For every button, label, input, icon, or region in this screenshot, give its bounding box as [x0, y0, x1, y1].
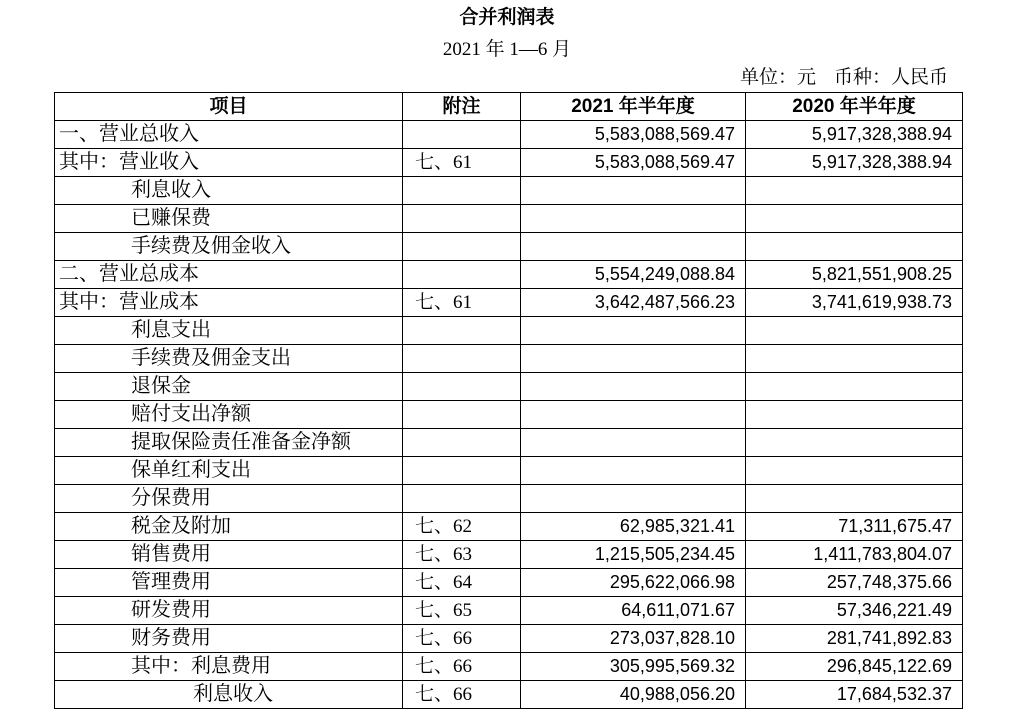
table-row [55, 429, 963, 457]
table-row [55, 653, 963, 681]
current-period-cell: 40,988,056.20 [521, 681, 746, 709]
header-note: 附注 [403, 93, 521, 121]
note-cell: 七、65 [403, 597, 521, 625]
note-cell [403, 121, 521, 149]
item-cell: 利息收入 [55, 177, 403, 205]
prior-period-cell [746, 345, 963, 373]
table-row [55, 485, 963, 513]
table-row [55, 121, 963, 149]
prior-period-cell: 5,917,328,388.94 [746, 149, 963, 177]
note-cell [403, 485, 521, 513]
note-cell: 七、62 [403, 513, 521, 541]
item-cell: 已赚保费 [55, 205, 403, 233]
note-cell [403, 317, 521, 345]
note-cell [403, 401, 521, 429]
note-cell: 七、63 [403, 541, 521, 569]
unit-note [740, 66, 948, 90]
table-row [55, 513, 963, 541]
table-row [55, 569, 963, 597]
income-statement-table [54, 92, 963, 709]
item-cell: 财务费用 [55, 625, 403, 653]
current-period-cell [521, 205, 746, 233]
header-prior-period: 2020 年半年度 [746, 93, 963, 121]
table-row [55, 261, 963, 289]
current-period-cell: 3,642,487,566.23 [521, 289, 746, 317]
table-row [55, 597, 963, 625]
item-cell: 退保金 [55, 373, 403, 401]
item-cell: 税金及附加 [55, 513, 403, 541]
item-cell: 手续费及佣金支出 [55, 345, 403, 373]
current-period-cell [521, 317, 746, 345]
item-cell: 其中：营业成本 [55, 289, 403, 317]
prior-period-cell [746, 401, 963, 429]
current-period-cell [521, 345, 746, 373]
item-cell: 利息支出 [55, 317, 403, 345]
unit-label: 单位：元 [739, 67, 816, 88]
current-period-cell [521, 457, 746, 485]
current-period-cell: 5,583,088,569.47 [521, 121, 746, 149]
prior-period-cell [746, 457, 963, 485]
note-cell [403, 177, 521, 205]
table-row [55, 233, 963, 261]
note-cell: 七、61 [403, 149, 521, 177]
item-cell: 利息收入 [55, 681, 403, 709]
reporting-period: 2021 年 1—6 月 [442, 39, 572, 60]
table-row [55, 541, 963, 569]
header-item: 项目 [55, 93, 403, 121]
prior-period-cell: 71,311,675.47 [746, 513, 963, 541]
note-cell [403, 233, 521, 261]
note-cell: 七、66 [403, 653, 521, 681]
prior-period-cell: 296,845,122.69 [746, 653, 963, 681]
prior-period-cell: 57,346,221.49 [746, 597, 963, 625]
note-cell [403, 261, 521, 289]
document-title: 合并利润表 [459, 7, 555, 28]
prior-period-cell: 281,741,892.83 [746, 625, 963, 653]
current-period-cell: 273,037,828.10 [521, 625, 746, 653]
current-period-cell: 295,622,066.98 [521, 569, 746, 597]
table-row [55, 401, 963, 429]
prior-period-cell: 17,684,532.37 [746, 681, 963, 709]
current-period-cell [521, 485, 746, 513]
prior-period-cell: 257,748,375.66 [746, 569, 963, 597]
table-row [55, 345, 963, 373]
current-period-cell [521, 233, 746, 261]
table-row [55, 625, 963, 653]
current-period-cell [521, 401, 746, 429]
table-row [55, 289, 963, 317]
note-cell [403, 429, 521, 457]
item-cell: 一、营业总收入 [55, 121, 403, 149]
item-cell: 其中：营业收入 [55, 149, 403, 177]
item-cell: 研发费用 [55, 597, 403, 625]
item-cell: 管理费用 [55, 569, 403, 597]
prior-period-cell [746, 317, 963, 345]
current-period-cell: 62,985,321.41 [521, 513, 746, 541]
item-cell: 分保费用 [55, 485, 403, 513]
current-period-cell: 305,995,569.32 [521, 653, 746, 681]
item-cell: 其中：利息费用 [55, 653, 403, 681]
note-cell [403, 205, 521, 233]
note-cell: 七、66 [403, 625, 521, 653]
prior-period-cell [746, 205, 963, 233]
note-cell: 七、64 [403, 569, 521, 597]
current-period-cell [521, 373, 746, 401]
item-cell: 二、营业总成本 [55, 261, 403, 289]
current-period-cell: 1,215,505,234.45 [521, 541, 746, 569]
current-period-cell [521, 429, 746, 457]
prior-period-cell: 5,821,551,908.25 [746, 261, 963, 289]
item-cell: 手续费及佣金收入 [55, 233, 403, 261]
item-cell: 提取保险责任准备金净额 [55, 429, 403, 457]
item-cell: 赔付支出净额 [55, 401, 403, 429]
table-row [55, 149, 963, 177]
prior-period-cell: 3,741,619,938.73 [746, 289, 963, 317]
prior-period-cell: 5,917,328,388.94 [746, 121, 963, 149]
currency-label: 币种：人民币 [833, 67, 948, 88]
table-row [55, 317, 963, 345]
current-period-cell: 5,554,249,088.84 [521, 261, 746, 289]
header-current-period: 2021 年半年度 [521, 93, 746, 121]
prior-period-cell [746, 177, 963, 205]
item-cell: 销售费用 [55, 541, 403, 569]
table-row [55, 177, 963, 205]
note-cell [403, 373, 521, 401]
note-cell: 七、66 [403, 681, 521, 709]
header-row [55, 93, 963, 121]
prior-period-cell: 1,411,783,804.07 [746, 541, 963, 569]
table-row [55, 681, 963, 709]
note-cell: 七、61 [403, 289, 521, 317]
prior-period-cell [746, 373, 963, 401]
prior-period-cell [746, 429, 963, 457]
prior-period-cell [746, 233, 963, 261]
table-row [55, 373, 963, 401]
table-row [55, 205, 963, 233]
note-cell [403, 345, 521, 373]
item-cell: 保单红利支出 [55, 457, 403, 485]
table-row [55, 457, 963, 485]
prior-period-cell [746, 485, 963, 513]
current-period-cell [521, 177, 746, 205]
note-cell [403, 457, 521, 485]
current-period-cell: 5,583,088,569.47 [521, 149, 746, 177]
current-period-cell: 64,611,071.67 [521, 597, 746, 625]
